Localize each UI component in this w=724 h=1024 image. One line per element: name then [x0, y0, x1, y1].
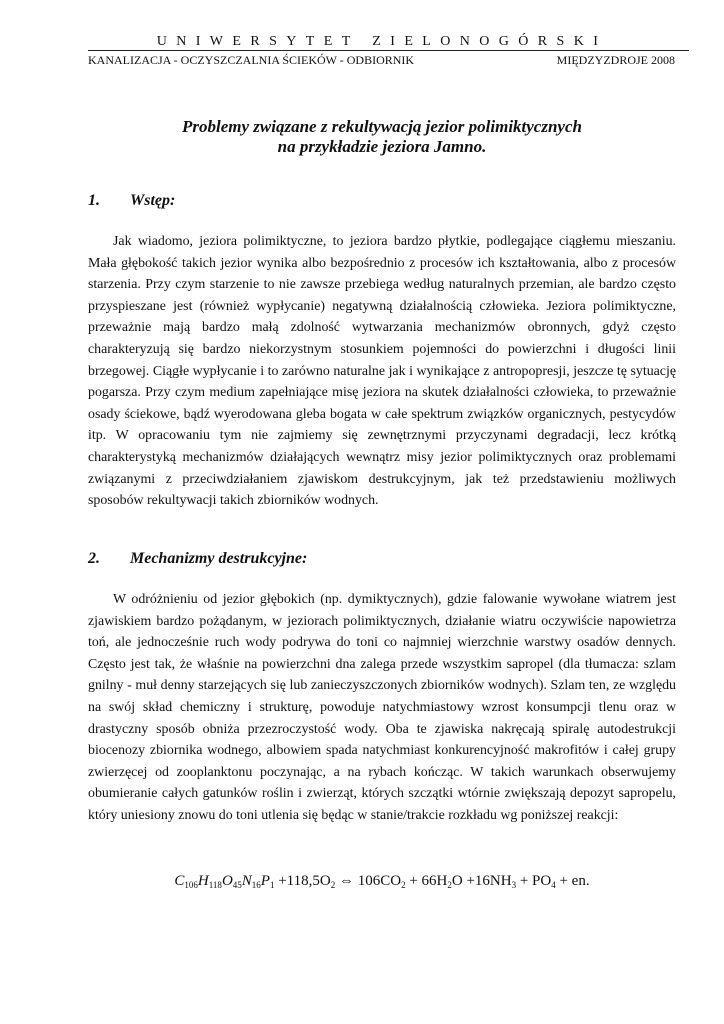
- eq-sub: 118: [208, 880, 222, 890]
- paragraph: Jak wiadomo, jeziora polimiktyczne, to jeziora bardzo płytkie, podlegające ciągłemu mieszaniu. Mała głębokość takich jezior wynika albo bezpośrednio z procesów ich kształtowania, albo z procesów starzenia. Przy czym starzenie to nie zawsze przebiega według naturalnych przemian, ale bardzo często przyspieszane jest (również wypłycanie) negatywną działalnością człowieka. Jeziora polimiktyczne, przeważnie mają bardzo małą zdolność wytwarzania mechanizmów obronnych, gdyż często charakteryzują się bardzo niekorzystnym stosunkiem pojemności do powierzchni i długości linii brzegowej. Ciągłe wypłycanie i to zarówno naturalne jak i wynikające z antropopresji, jeszcze tę sytuację pogarsza. Przy czym medium zapełniające misę jeziora na skutek działalności człowieka, to przeważnie osady ściekowe, bądź wyerodowana gleba bogata w całe spektrum związków organicznych, pestycydów itp. W opracowaniu tym nie zajmiemy się zewnętrznymi przyczynami degradacji, lecz krótką charakterystyką mechanizmów działających wewnątrz misy jezior polimiktycznych oraz problemami związanymi z przeciwdziałaniem zjawiskom destrukcyjnym, jak też przedstawieniu możliwych sposobów rekultywacji takich zbiorników wodnych.: [88, 234, 676, 509]
- eq-energy: + en.: [559, 873, 590, 889]
- eq-nitrogen: N: [241, 873, 252, 889]
- place-year: MIĘDZYZDROJE 2008: [556, 53, 675, 67]
- eq-h2o: + 66H: [409, 873, 448, 889]
- section-title: Mechanizmy destrukcyjne:: [130, 550, 308, 567]
- section-body-1: [88, 231, 676, 512]
- eq-arrow: ⇔: [338, 873, 354, 889]
- title-line-1: Problemy związane z rekultywacją jezior polimiktycznych: [182, 117, 582, 136]
- eq-sub: 1: [269, 880, 275, 890]
- eq-oxygen: O: [221, 873, 233, 889]
- eq-sub: 16: [251, 880, 261, 890]
- section-body-2: [88, 589, 676, 827]
- eq-nh3: +16NH: [466, 873, 512, 889]
- section-heading-1: [88, 192, 175, 210]
- conference-name: KANALIZACJA - OCZYSZCZALNIA ŚCIEKÓW - ODBIORNIK: [88, 53, 415, 67]
- eq-sub: 3: [511, 880, 517, 890]
- eq-hydrogen: H: [197, 873, 209, 889]
- header-divider: [88, 50, 689, 51]
- eq-sub: 2: [447, 880, 452, 890]
- section-title: Wstęp:: [130, 192, 176, 209]
- reaction-equation: [88, 873, 676, 890]
- paragraph: W odróżnieniu od jezior głębokich (np. dymiktycznych), gdzie falowanie wywołane wiatrem jest zjawiskiem bardzo pożądanym, w jeziorach polimiktycznych, działanie wiatru oczywiście napowietrza toń, ale jednocześnie ruch wody podrywa do toni co najmniej wierzchnie warstwy osadów dennych. Często jest tak, że właśnie na powierzchni dna zalega przede wszystkim sapropel (dla tłumacza: szlam gnilny - muł denny starzejących się lub zanieczyszczonych zbiorników wodnych). Szlam ten, ze względu na swój skład chemiczny i strukturę, powoduje natychmiastowy wzrost konsumpcji tlenu oraz w drastyczny sposób obniża przezroczystość wody. Oba te zjawiska nakręcają spiralę autodestrukcji biocenozy zbiornika wodnego, albowiem spada natychmiast konkurencyjność makrofitów i całej grupy zwierzęcej od zooplanktonu poczynając, a na rybach kończąc. W takich warunkach obserwujemy obumieranie całych gatunków roślin i zwierząt, których szczątki wtórnie zwiększają depozyt sapropelu, który uniesiony znowu do toni utlenia się będąc w stanie/trakcie rozkładu wg poniższej reakcji:: [88, 592, 676, 823]
- eq-carbon: C: [174, 873, 185, 889]
- title-line-2: na przykładzie jeziora Jamno.: [277, 137, 487, 156]
- eq-co2: 106CO: [357, 873, 402, 889]
- eq-sub: 106: [184, 880, 198, 890]
- section-number: 1.: [88, 192, 100, 209]
- section-number: 2.: [88, 550, 100, 567]
- university-name: UNIWERSYTET ZIELONOGÓRSKI: [156, 34, 608, 49]
- eq-sub: 2: [330, 880, 336, 890]
- eq-sub: 45: [232, 880, 242, 890]
- eq-sub: 4: [551, 880, 556, 890]
- eq-po4: + PO: [519, 873, 552, 889]
- eq-oxygen-term: +118,5O: [278, 873, 331, 889]
- section-heading-2: [88, 550, 307, 568]
- eq-phosphorus: P: [260, 873, 270, 889]
- eq-h2o-o: O: [451, 873, 463, 889]
- eq-sub: 2: [401, 880, 406, 890]
- paper-title: [88, 117, 676, 157]
